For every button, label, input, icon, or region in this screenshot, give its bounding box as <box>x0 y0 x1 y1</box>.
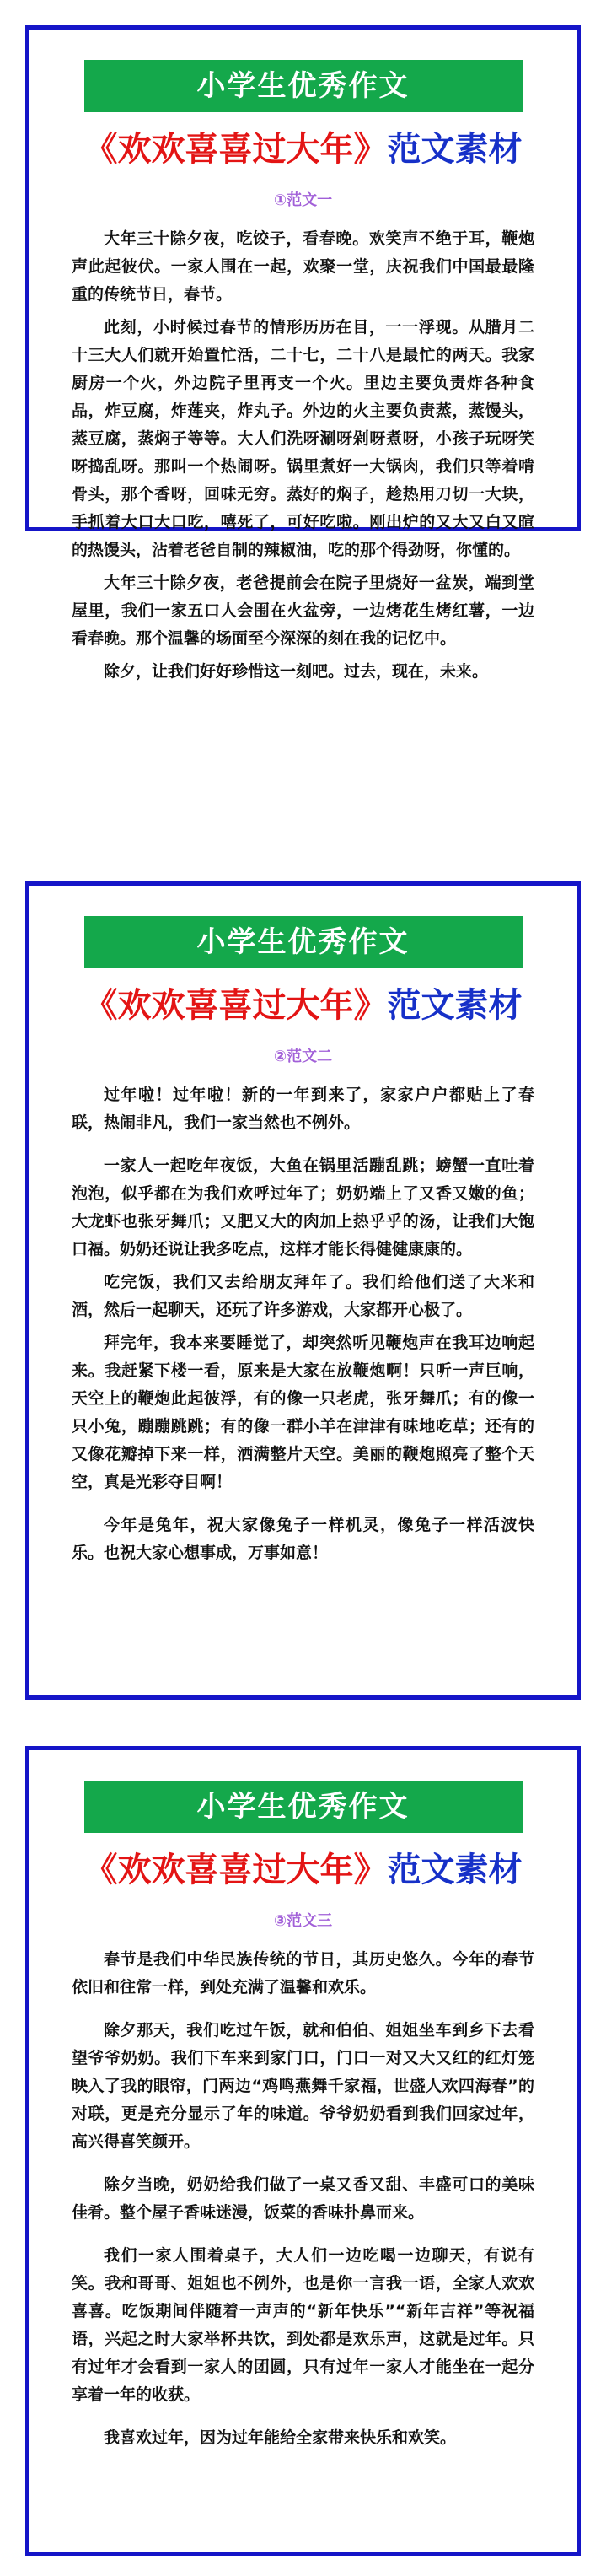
paragraph: 除夕当晚，奶奶给我们做了一桌又香又甜、丰盛可口的美味佳肴。整个屋子香味迷漫，饭菜的香味扑鼻而来。 <box>72 2175 534 2222</box>
essay-body <box>29 1081 577 1567</box>
essay-card-3 <box>25 1746 581 2556</box>
paragraph: 大年三十除夕夜，吃饺子，看春晚。欢笑声不绝于耳，鞭炮声此起彼伏。一家人围在一起，欢聚一堂，庆祝我们中国最最隆重的传统节日，春节。 <box>72 229 534 304</box>
header-bar: 小学生优秀作文 <box>84 1781 523 1833</box>
paragraph: 除夕那天，我们吃过午饭，就和伯伯、姐姐坐车到乡下去看望爷爷奶奶。我们下车来到家门口，门口一对又大又红的红灯笼映入了我的眼帘，门两边“鸡鸣燕舞千家福，世盛人欢四海春”的对联，更是充分显示了年的味道。爷爷奶奶看到我们回家过年，高兴得喜笑颜开。 <box>72 2021 534 2151</box>
paragraph: 春节是我们中华民族传统的节日，其历史悠久。今年的春节依旧和往常一样，到处充满了温馨和欢乐。 <box>72 1950 534 1997</box>
header-bar: 小学生优秀作文 <box>84 60 523 112</box>
essay-card-2 <box>25 881 581 1700</box>
paragraph: 拜完年，我本来要睡觉了，却突然听见鞭炮声在我耳边响起来。我赶紧下楼一看，原来是大家在放鞭炮啊！只听一声巨响，天空上的鞭炮此起彼浮，有的像一只老虎，张牙舞爪；有的像一只小兔，蹦蹦跳跳；有的像一群小羊在津津有味地吃草；还有的又像花瓣掉下来一样，洒满整片天空。美丽的鞭炮照亮了整个天空，真是光彩夺目啊！ <box>72 1334 534 1491</box>
paragraph: 吃完饭，我们又去给朋友拜年了。我们给他们送了大米和酒，然后一起聊天，还玩了许多游戏，大家都开心极了。 <box>72 1273 534 1319</box>
subtitle-label: 范文素材 <box>387 1851 523 1889</box>
subtitle-label: 范文素材 <box>387 130 523 169</box>
subtitle <box>29 1848 577 1892</box>
essay-tag: ③范文三 <box>273 1912 333 1930</box>
subtitle <box>29 984 577 1027</box>
essay-body <box>29 1946 577 2452</box>
paragraph: 我喜欢过年，因为过年能给全家带来快乐和欢笑。 <box>104 2428 457 2447</box>
paragraph: 此刻，小时候过春节的情形历历在目，一一浮现。从腊月二十三大人们就开始置忙活，二十七，二十八是最忙的两天。我家厨房一个火，外边院子里再支一个火。里边主要负责炸各种食品，炸豆腐，炸莲夹，炸丸子。外边的火主要负责蒸，蒸馒头，蒸豆腐，蒸焖子等等。大人们洗呀涮呀剁呀煮呀，小孩子玩呀笑呀捣乱呀。那叫一个热闹呀。锅里煮好一大锅肉，我们只等着啃骨头，那个香呀，回味无穷。蒸好的焖子，趁热用刀切一大块，手抓着大口大口吃，嘻死了，可好吃啦。刚出炉的又大又白又暄的热馒头，沾着老爸自制的辣椒油，吃的那个得劲呀，你懂的。 <box>72 318 534 559</box>
subtitle-label: 范文素材 <box>387 986 523 1025</box>
paragraph: 一家人一起吃年夜饭，大鱼在锅里活蹦乱跳；螃蟹一直吐着泡泡，似乎都在为我们欢呼过年了；奶奶端上了又香又嫩的鱼；大龙虾也张牙舞爪；又肥又大的肉加上热乎乎的汤，让我们大饱口福。奶奶还说让我多吃点，这样才能长得健健康康的。 <box>72 1156 534 1258</box>
paragraph: 我们一家人围着桌子，大人们一边吃喝一边聊天，有说有笑。我和哥哥、姐姐也不例外，也是你一言我一语，全家人欢欢喜喜。吃饭期间伴随着一声声的“新年快乐”“新年吉祥”等祝福语，兴起之时大家举杯共饮，到处都是欢乐声，这就是过年。只有过年才会看到一家人的团圆，只有过年一家人才能坐在一起分享着一年的收获。 <box>72 2246 534 2404</box>
paragraph: 大年三十除夕夜，老爸提前会在院子里烧好一盆炭，端到堂屋里，我们一家五口人会围在火盆旁，一边烤花生烤红薯，一边看春晚。那个温馨的场面至今深深的刻在我的记忆中。 <box>72 574 534 648</box>
header-bar: 小学生优秀作文 <box>84 916 523 968</box>
subtitle-title: 《欢欢喜喜过大年》 <box>83 1851 388 1889</box>
essay-card-1 <box>25 25 581 681</box>
paragraph: 除夕，让我们好好珍惜这一刻吧。过去，现在，未来。 <box>104 662 489 681</box>
essay-body <box>29 225 577 686</box>
subtitle-title: 《欢欢喜喜过大年》 <box>83 130 388 169</box>
paragraph: 过年啦！过年啦！新的一年到来了，家家户户都贴上了春联，热闹非凡，我们一家当然也不例外。 <box>72 1086 534 1132</box>
subtitle <box>29 127 577 171</box>
essay-tag: ①范文一 <box>273 191 333 209</box>
essay-tag: ②范文二 <box>273 1048 333 1065</box>
paragraph: 今年是兔年，祝大家像兔子一样机灵，像兔子一样活波快乐。也祝大家心想事成，万事如意！ <box>72 1516 534 1562</box>
subtitle-title: 《欢欢喜喜过大年》 <box>83 986 388 1025</box>
